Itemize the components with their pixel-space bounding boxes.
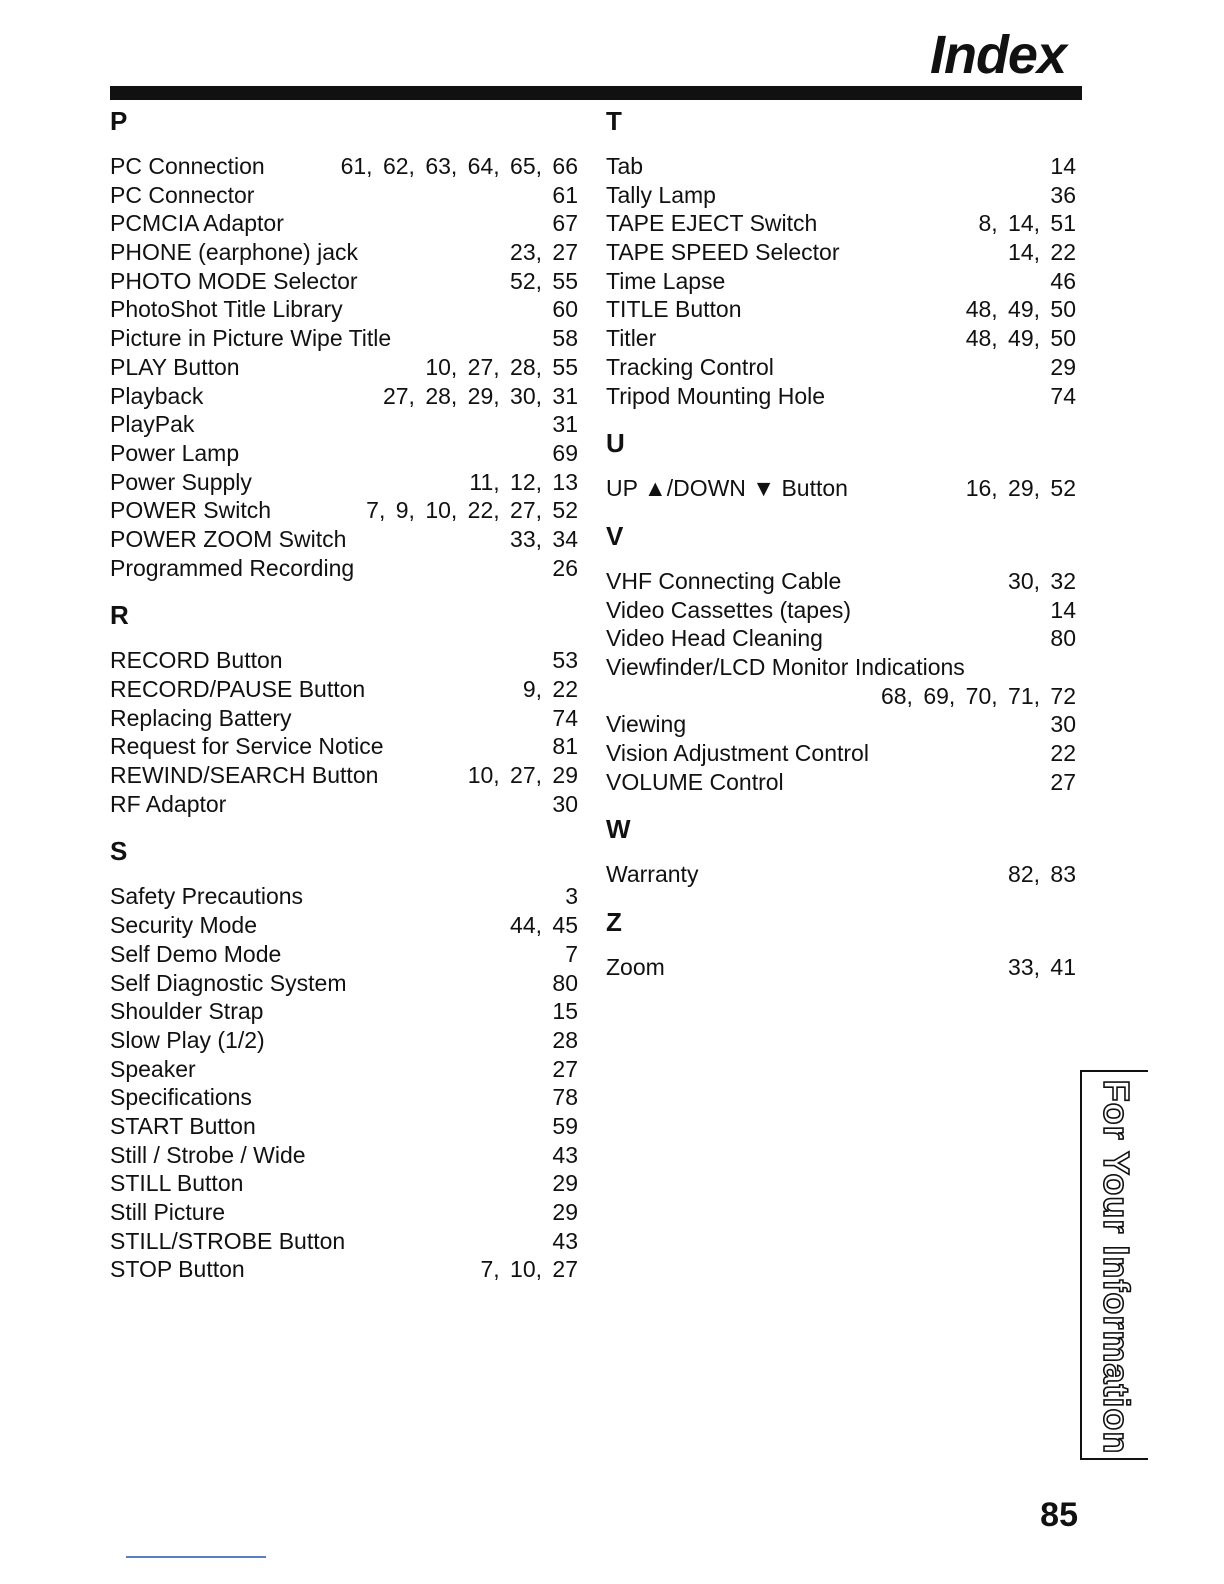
entry-term: Video Head Cleaning	[606, 625, 823, 652]
entry-pages: 29	[552, 1170, 578, 1197]
entry-pages: 78	[552, 1084, 578, 1111]
entry-pages: 43	[552, 1227, 578, 1254]
entry-term: RECORD/PAUSE Button	[110, 676, 366, 702]
entry-pages: 15	[552, 998, 578, 1025]
index-section-u	[606, 426, 1076, 503]
index-entry	[606, 324, 1076, 353]
index-section-w	[606, 812, 1076, 889]
entry-pages: 14, 22	[1008, 239, 1076, 266]
index-entry	[606, 295, 1076, 324]
index-entry	[606, 238, 1076, 267]
index-entry	[110, 761, 578, 790]
index-section-p	[110, 104, 578, 582]
entry-term: Programmed Recording	[110, 554, 355, 581]
index-entry	[110, 181, 578, 210]
index-entry	[606, 953, 1076, 982]
index-section-s	[110, 834, 578, 1284]
entry-pages: 14	[1050, 153, 1076, 179]
entry-pages: 44, 45	[510, 912, 578, 939]
entry-term: PHOTO MODE Selector	[110, 267, 358, 294]
index-entry	[110, 1083, 578, 1112]
entry-term: Zoom	[606, 954, 665, 981]
entry-term: VHF Connecting Cable	[606, 567, 842, 594]
entry-pages: 61	[552, 181, 578, 208]
entry-term: Security Mode	[110, 912, 258, 939]
entry-term: RF Adaptor	[110, 790, 227, 817]
entry-term: Tab	[606, 153, 644, 179]
entry-pages: 3	[565, 883, 578, 910]
index-entry	[110, 1026, 578, 1055]
index-section-t	[606, 104, 1076, 410]
index-entry	[110, 295, 578, 324]
index-entry	[606, 860, 1076, 889]
entry-term: Viewfinder/LCD Monitor Indications	[606, 653, 965, 680]
index-entry	[606, 567, 1076, 596]
entry-term: PhotoShot Title Library	[110, 296, 343, 323]
entry-pages: 59	[552, 1112, 578, 1139]
entry-term: Specifications	[110, 1084, 252, 1111]
entry-pages: 27, 28, 29, 30, 31	[382, 382, 578, 409]
entry-term: START Button	[110, 1112, 256, 1139]
section-letter: T	[606, 106, 622, 136]
index-entry	[110, 969, 578, 998]
index-entry	[110, 790, 578, 819]
entry-pages: 22	[1050, 740, 1076, 767]
entry-term: Tally Lamp	[606, 181, 716, 208]
index-entry	[110, 267, 578, 296]
index-column-right	[606, 104, 1076, 998]
index-entry	[110, 675, 578, 704]
entry-term: PHONE (earphone) jack	[110, 239, 358, 266]
entry-pages: 81	[552, 733, 578, 760]
section-letter: P	[110, 106, 128, 136]
entry-term: STOP Button	[110, 1256, 245, 1283]
page-title: Index	[929, 25, 1066, 85]
entry-term: Titler	[606, 325, 657, 352]
index-entry	[110, 238, 578, 267]
entry-pages: 7, 9, 10, 22, 27, 52	[366, 497, 578, 524]
entry-pages: 30	[552, 790, 578, 817]
index-entry	[110, 152, 578, 181]
index-entry	[110, 209, 578, 238]
index-entry	[110, 439, 578, 468]
entry-term: Vision Adjustment Control	[606, 740, 869, 767]
section-letter: S	[110, 836, 128, 867]
entry-pages: 10, 27, 28, 55	[425, 353, 578, 380]
entry-term: Request for Service Notice	[110, 733, 384, 760]
entry-term: Video Cassettes (tapes)	[606, 596, 852, 623]
section-letter: U	[606, 428, 625, 459]
index-entry	[110, 1141, 578, 1170]
section-letter: R	[110, 600, 129, 631]
header-rule	[110, 86, 1082, 100]
entry-pages: 46	[1050, 267, 1076, 294]
entry-pages: 60	[552, 296, 578, 323]
entry-pages: 69	[552, 439, 578, 466]
entry-pages: 11, 12, 13	[469, 468, 578, 495]
index-entry	[606, 653, 1076, 710]
entry-pages: 61, 62, 63, 64, 65, 66	[340, 153, 578, 179]
entry-pages: 8, 14, 51	[978, 210, 1076, 237]
entry-pages: 68, 69, 70, 71, 72	[880, 682, 1076, 709]
index-entry	[606, 152, 1076, 181]
entry-pages: 80	[552, 969, 578, 996]
entry-pages: 30, 32	[1008, 567, 1076, 594]
index-entry	[110, 732, 578, 761]
index-entry	[110, 382, 578, 411]
entry-term: PlayPak	[110, 411, 195, 438]
entry-term: STILL Button	[110, 1170, 244, 1197]
index-entry	[606, 267, 1076, 296]
index-entry	[110, 882, 578, 911]
entry-term: Time Lapse	[606, 267, 726, 294]
index-entry	[110, 1255, 578, 1284]
entry-term: TAPE EJECT Switch	[606, 210, 818, 237]
index-entry	[110, 911, 578, 940]
index-entry	[110, 646, 578, 675]
index-entry	[606, 209, 1076, 238]
entry-pages: 9, 22	[522, 676, 578, 702]
index-entry	[606, 382, 1076, 411]
entry-term: Slow Play (1/2)	[110, 1026, 265, 1053]
section-letter: V	[606, 520, 624, 551]
index-column-left	[110, 104, 578, 1300]
index-entry	[606, 596, 1076, 625]
entry-pages: 16, 29, 52	[965, 475, 1076, 502]
index-entry	[606, 474, 1076, 503]
entry-pages: 10, 27, 29	[467, 762, 578, 789]
entry-pages: 29	[552, 1199, 578, 1225]
entry-term: VOLUME Control	[606, 768, 784, 795]
section-side-tab	[1080, 1070, 1148, 1460]
entry-term: Tripod Mounting Hole	[606, 382, 826, 409]
entry-pages: 48, 49, 50	[965, 296, 1076, 323]
index-entry	[606, 768, 1076, 797]
index-entry	[606, 181, 1076, 210]
entry-pages: 26	[552, 554, 578, 581]
footer-divider	[126, 1556, 266, 1558]
index-entry	[110, 554, 578, 583]
index-entry	[110, 410, 578, 439]
index-entry	[110, 324, 578, 353]
index-entry	[110, 1112, 578, 1141]
entry-pages: 80	[1050, 625, 1076, 652]
index-entry	[606, 353, 1076, 382]
entry-pages: 33, 34	[510, 525, 578, 552]
side-tab-label: For Your Information	[1096, 1079, 1137, 1455]
entry-term: POWER ZOOM Switch	[110, 525, 347, 552]
index-entry	[110, 468, 578, 497]
entry-term: Still Picture	[110, 1199, 226, 1225]
entry-pages: 30	[1050, 711, 1076, 738]
section-letter: W	[606, 814, 631, 845]
entry-term: Tracking Control	[606, 353, 774, 380]
entry-term: Power Supply	[110, 468, 252, 495]
entry-term: Shoulder Strap	[110, 998, 264, 1025]
index-entry	[606, 739, 1076, 768]
index-entry	[110, 1055, 578, 1084]
index-entry	[110, 997, 578, 1026]
entry-pages: 27	[1050, 768, 1076, 795]
index-entry	[110, 1169, 578, 1198]
entry-term: Picture in Picture Wipe Title	[110, 325, 392, 352]
entry-pages: 48, 49, 50	[965, 325, 1076, 352]
entry-pages: 27	[552, 1055, 578, 1082]
entry-term: POWER Switch	[110, 497, 272, 524]
entry-pages: 74	[1050, 382, 1076, 409]
entry-pages: 58	[552, 325, 578, 352]
entry-term: Safety Precautions	[110, 883, 304, 910]
index-entry	[110, 1198, 578, 1227]
entry-term: Self Diagnostic System	[110, 969, 347, 996]
entry-pages: 23, 27	[510, 239, 578, 266]
entry-term: Warranty	[606, 861, 699, 888]
entry-pages: 67	[552, 210, 578, 237]
entry-pages: 74	[552, 704, 578, 731]
entry-term: Still / Strobe / Wide	[110, 1141, 306, 1168]
entry-term: PC Connector	[110, 181, 255, 208]
entry-pages: 7	[565, 940, 578, 967]
entry-pages: 28	[552, 1026, 578, 1053]
entry-pages: 36	[1050, 181, 1076, 208]
entry-pages: 29	[1050, 353, 1076, 380]
index-entry	[110, 1227, 578, 1256]
index-entry	[606, 624, 1076, 653]
entry-term: Speaker	[110, 1055, 196, 1082]
entry-term: PC Connection	[110, 153, 265, 179]
entry-term: RECORD Button	[110, 647, 283, 674]
entry-pages: 53	[552, 647, 578, 674]
index-section-z	[606, 905, 1076, 982]
index-entry	[110, 940, 578, 969]
section-letter: Z	[606, 907, 622, 938]
entry-pages: 33, 41	[1008, 954, 1076, 981]
index-entry	[110, 704, 578, 733]
entry-pages: 14	[1050, 596, 1076, 623]
index-section-v	[606, 519, 1076, 797]
index-entry	[606, 710, 1076, 739]
page-number: 85	[1040, 1496, 1078, 1534]
entry-term: Playback	[110, 382, 204, 409]
index-entry	[110, 525, 578, 554]
entry-term: PLAY Button	[110, 353, 240, 380]
entry-term: Replacing Battery	[110, 704, 292, 731]
entry-term: Viewing	[606, 711, 687, 738]
entry-term: TITLE Button	[606, 296, 742, 323]
index-entry	[110, 353, 578, 382]
entry-pages: 7, 10, 27	[480, 1256, 578, 1283]
entry-term: Power Lamp	[110, 439, 240, 466]
entry-term: Self Demo Mode	[110, 940, 282, 967]
entry-pages: 31	[552, 411, 578, 438]
entry-term: REWIND/SEARCH Button	[110, 762, 379, 789]
entry-pages: 43	[552, 1141, 578, 1168]
entry-term: STILL/STROBE Button	[110, 1227, 346, 1254]
index-entry	[110, 496, 578, 525]
entry-pages: 82, 83	[1008, 861, 1076, 888]
entry-term: UP ▲/DOWN ▼ Button	[606, 475, 848, 502]
entry-term: TAPE SPEED Selector	[606, 239, 840, 266]
entry-pages: 52, 55	[510, 267, 578, 294]
entry-term: PCMCIA Adaptor	[110, 210, 284, 237]
index-section-r	[110, 598, 578, 818]
